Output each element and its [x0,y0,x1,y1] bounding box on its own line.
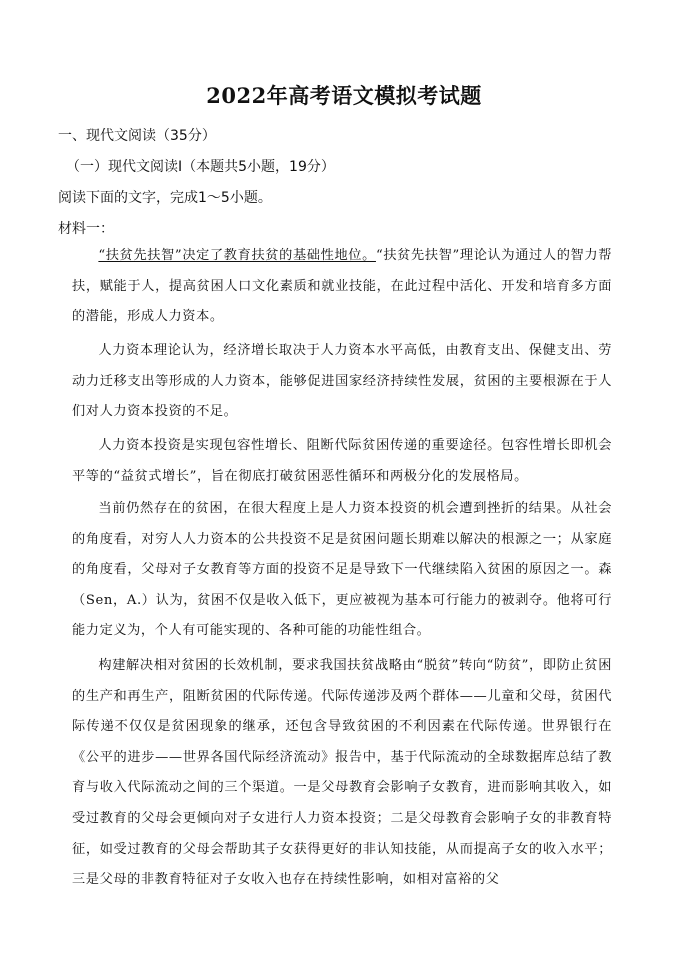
section-heading: 一、现代文阅读（35分） [58,128,216,144]
paragraph-1 [72,241,612,333]
paragraph-4: 当前仍然存在的贫困，在很大程度上是人力资本投资的机会遭到挫折的结果。从社会的角度看，对穷人人力资本的公共投资不足是贫困问题长期难以解决的根源之一；从家庭的角度看，父母对子女教育等方面的投资不足是导致下一代继续陷入贫困的原因之一。森（Sen，A.）认为，贫困不仅是收入低下，更应被视为基本可行能力的被剥夺。他将可行能力定义为，个人有可能实现的、各种可能的功能性组合。 [72,501,612,639]
paragraph-2: 人力资本理论认为，经济增长取决于人力资本水平高低，由教育支出、保健支出、劳动力迁移支出等形成的人力资本，能够促进国家经济持续性发展，贫困的主要根源在于人们对人力资本投资的不足。 [72,343,612,420]
subsection-heading: （一）现代文阅读Ⅰ（本题共5小题，19分） [66,159,335,175]
reading-instruction: 阅读下面的文字，完成1～5小题。 [58,190,272,206]
paragraph-5: 构建解决相对贫困的长效机制，要求我国扶贫战略由“脱贫”转向“防贫”，即防止贫困的生产和再生产，阻断贫困的代际传递。代际传递涉及两个群体——儿童和父母，贫困代际传递不仅仅是贫困现象的继承，还包含导致贫困的不利因素在代际传递。世界银行在《公平的进步——世界各国代际经济流动》报告中，基于代际流动的全球数据库总结了教育与收入代际流动之间的三个渠道。一是父母教育会影响子女教育，进而影响其收入，如受过教育的父母会更倾向对子女进行人力资本投资；二是父母教育会影响子女的非教育特征，如受过教育的父母会帮助其子女获得更好的非认知技能，从而提高子女的收入水平；三是父母的非教育特征对子女收入也存在持续性影响，如相对富裕的父 [72,658,612,888]
paragraph-3: 人力资本投资是实现包容性增长、阻断代际贫困传递的重要途径。包容性增长即机会平等的“益贫式增长”，旨在彻底打破贫困恶性循环和两极分化的发展格局。 [72,438,612,484]
material-label: 材料一： [58,221,114,237]
paragraph-1-text: “扶贫先扶智”理论认为通过人的智力帮扶，赋能于人，提高贫困人口文化素质和就业技能，在此过程中活化、开发和培育多方面的潜能，形成人力资本。 [72,248,612,325]
page-title: 2022年高考语文模拟考试题 [206,83,482,108]
underlined-sentence: “扶贫先扶智”决定了教育扶贫的基础性地位。 [98,248,376,263]
